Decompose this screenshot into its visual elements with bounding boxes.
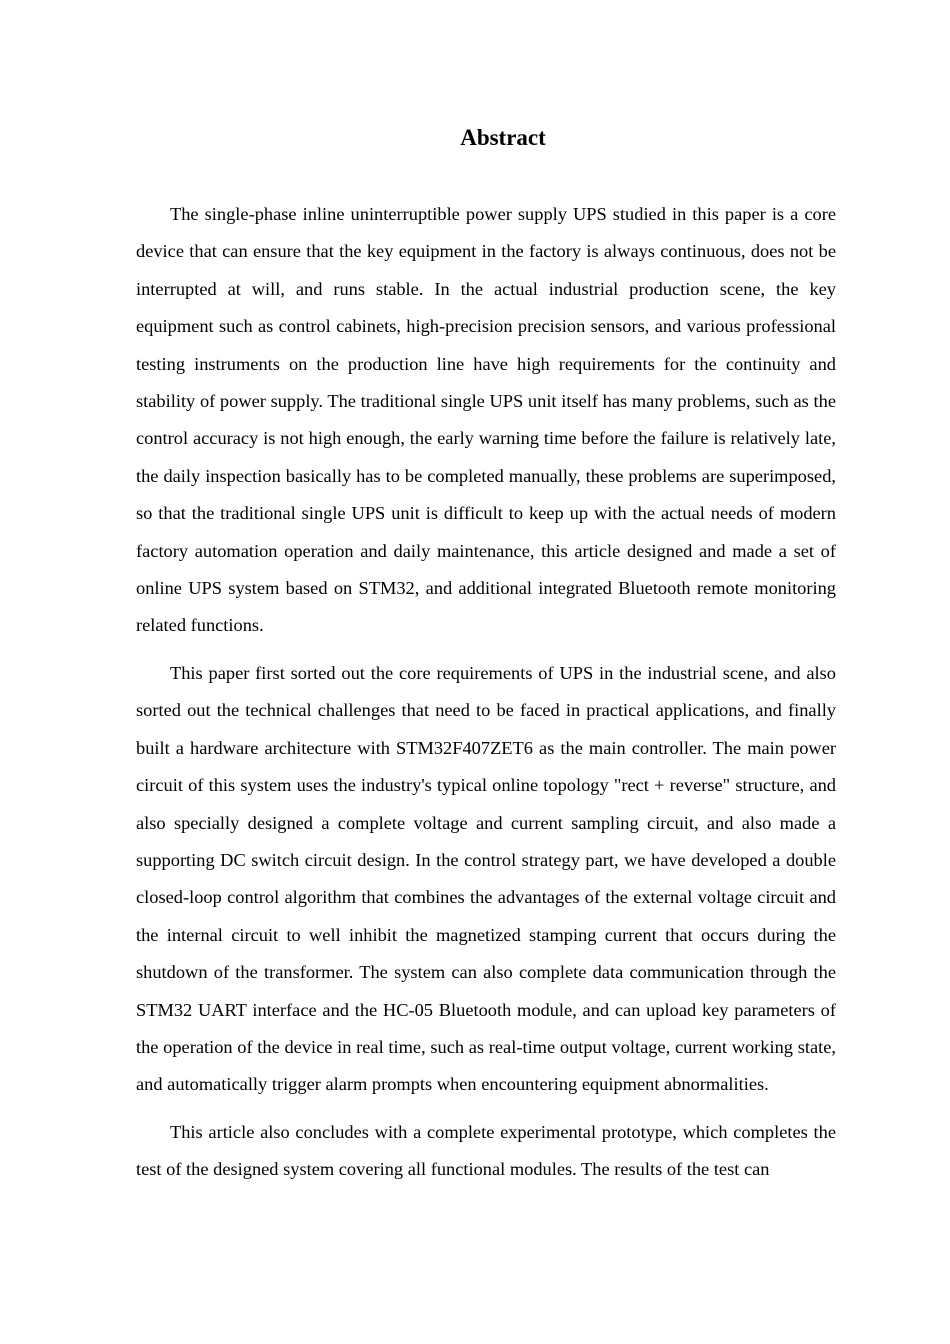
page-title: Abstract [460,125,546,150]
abstract-body [136,196,836,1199]
abstract-paragraph-1: The single-phase inline uninterruptible power supply UPS studied in this paper is a core device that can ensure that the key equipment in the factory is always continuous, does not be interrupted at will, and runs stable. In the actual industrial production scene, the key equipment such as control cabinets, high-precision precision sensors, and various professional testing instruments on the production line have high requirements for the continuity and stability of power supply. The traditional single UPS unit itself has many problems, such as the control accuracy is not high enough, the early warning time before the failure is relatively late, the daily inspection basically has to be completed manually, these problems are superimposed, so that the traditional single UPS unit is difficult to keep up with the actual needs of modern factory automation operation and daily maintenance, this article designed and made a set of online UPS system based on STM32, and additional integrated Bluetooth remote monitoring related functions. [136,204,836,636]
abstract-paragraph-3: This article also concludes with a complete experimental prototype, which completes the test of the designed system covering all functional modules. The results of the test can [136,1121,836,1180]
abstract-paragraph-2: This paper first sorted out the core requirements of UPS in the industrial scene, and also sorted out the technical challenges that need to be faced in practical applications, and finally built a hardware architecture with STM32F407ZET6 as the main controller. The main power circuit of this system uses the industry's typical online topology "rect + reverse" structure, and also specially designed a complete voltage and current sampling circuit, and also made a supporting DC switch circuit design. In the control strategy part, we have developed a double closed-loop control algorithm that combines the advantages of the external voltage circuit and the internal circuit to well inhibit the magnetized stamping current that occurs during the shutdown of the transformer. The system can also complete data communication through the STM32 UART interface and the HC-05 Bluetooth module, and can upload key parameters of the operation of the device in real time, such as real-time output voltage, current working state, and automatically trigger alarm prompts when encountering equipment abnormalities. [136,662,836,1095]
